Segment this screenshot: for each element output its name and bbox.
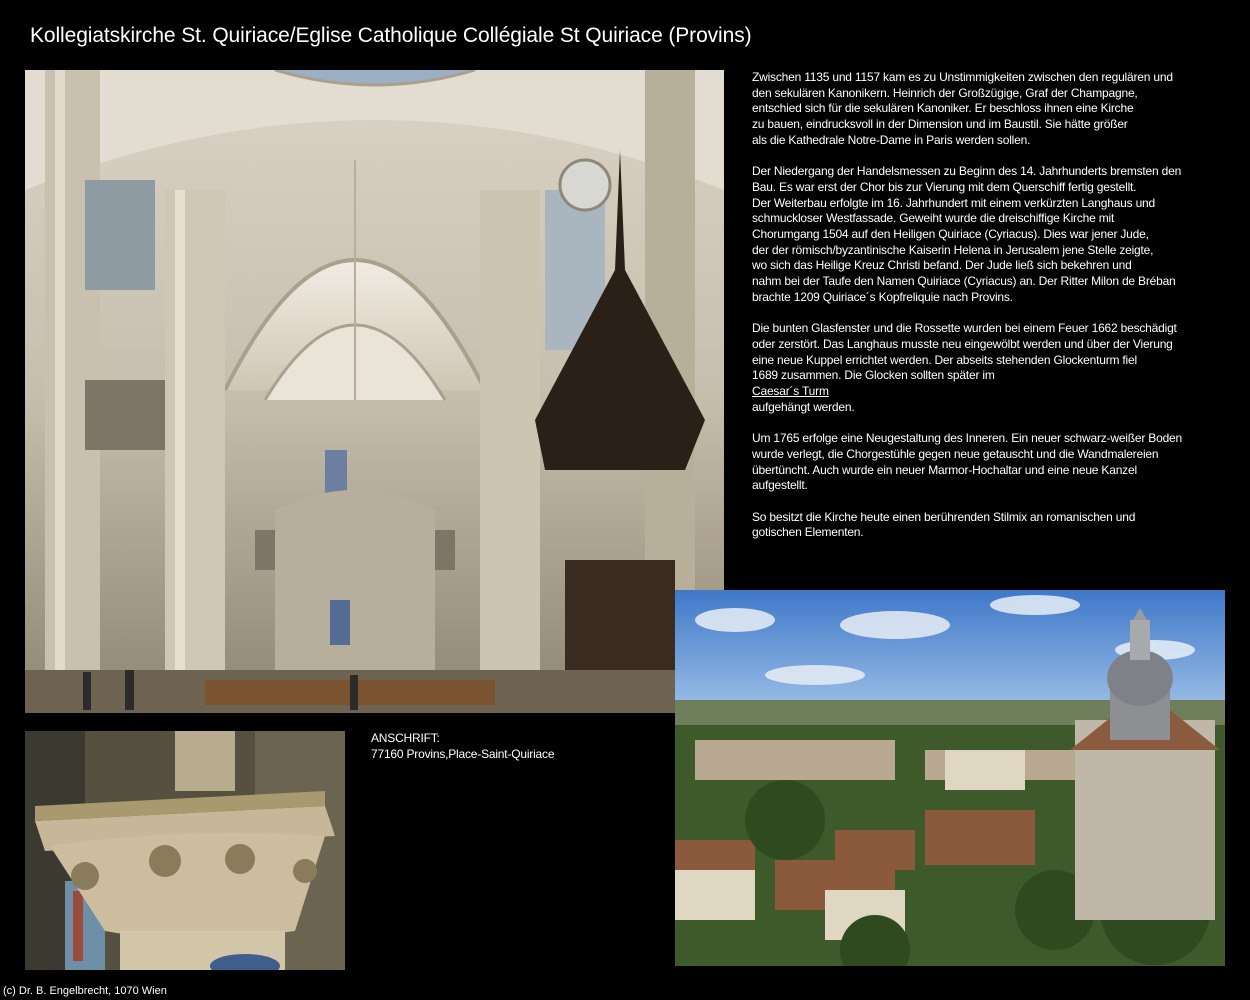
page-title: Kollegiatskirche St. Quiriace/Eglise Catholique Collégiale St Quiriace (Provins) — [30, 24, 752, 47]
caesars-tower-link[interactable]: Caesar´s Turm — [752, 384, 829, 399]
paragraph-redesign: Um 1765 erfolge eine Neugestaltung des Inneren. Ein neuer schwarz-weißer Boden wurde verlegt, die Chorgestühle gegen neue getauscht und die Wandmalereien übertüncht. Auch wurde ein neuer Marmor-Hochaltar und eine neue Kanzel aufgestellt. — [752, 431, 1182, 493]
column-capital-photo — [25, 731, 345, 970]
description-text — [752, 70, 1212, 557]
paragraph-fire-text: Die bunten Glasfenster und die Rossette wurden bei einem Feuer 1662 beschädigt oder zerstört. Das Langhaus musste neu eingewölbt werden und über der Vierung eine neue Kuppel errichtet werden. Der abseits stehenden Glockenturm fiel 1689 zusammen. Die Glocken sollten später im — [752, 321, 1177, 383]
address-block — [371, 731, 554, 762]
paragraph-style: So besitzt die Kirche heute einen berührenden Stilmix an romanischen und gotischen Elementen. — [752, 509, 1136, 540]
copyright-footer: (c) Dr. B. Engelbrecht, 1070 Wien — [3, 985, 167, 997]
address-label: ANSCHRIFT: — [371, 731, 440, 745]
church-interior-photo — [25, 70, 724, 713]
paragraph-construction: Der Niedergang der Handelsmessen zu Beginn des 14. Jahrhunderts bremsten den Bau. Es war erst der Chor bis zur Vierung mit dem Querschiff fertig gestellt. Der Weiterbau erfolgte im 16. Jahrhundert mit einem verkürzten Langhaus und schmuckloser Westfassade. Geweiht wurde die dreischiffige Kirche mit Chorumgang 1504 auf den Heiligen Quiriace (Cyriacus). Dies war jener Jude, der der römisch/byzantinische Kaiserin Helena in Jerusalem jene Stelle zeigte, wo sich das Heilige Kreuz Christi befand. Der Jude ließ sich bekehren und nahm bei der Taufe den Namen Quiriace (Cyriacus) an. Der Ritter Milon de Bréban brachte 1209 Quiriace´s Kopfreliquie nach Provins. — [752, 164, 1182, 304]
paragraph-fire — [752, 321, 1212, 415]
address-value: 77160 Provins,Place-Saint-Quiriace — [371, 746, 555, 761]
paragraph-fire-end: aufgehängt werden. — [752, 399, 855, 414]
paragraph-history: Zwischen 1135 und 1157 kam es zu Unstimmigkeiten zwischen den regulären und den sekulären Kanonikern. Heinrich der Großzügige, Graf der Champagne, entschied sich für die sekulären Kanoniker. Er beschloss ihnen eine Kirche zu bauen, eindrucksvoll in der Dimension und im Baustil. Sie hätte größer als die Kathedrale Notre-Dame in Paris werden sollen. — [752, 70, 1173, 147]
provins-aerial-photo — [675, 590, 1225, 966]
